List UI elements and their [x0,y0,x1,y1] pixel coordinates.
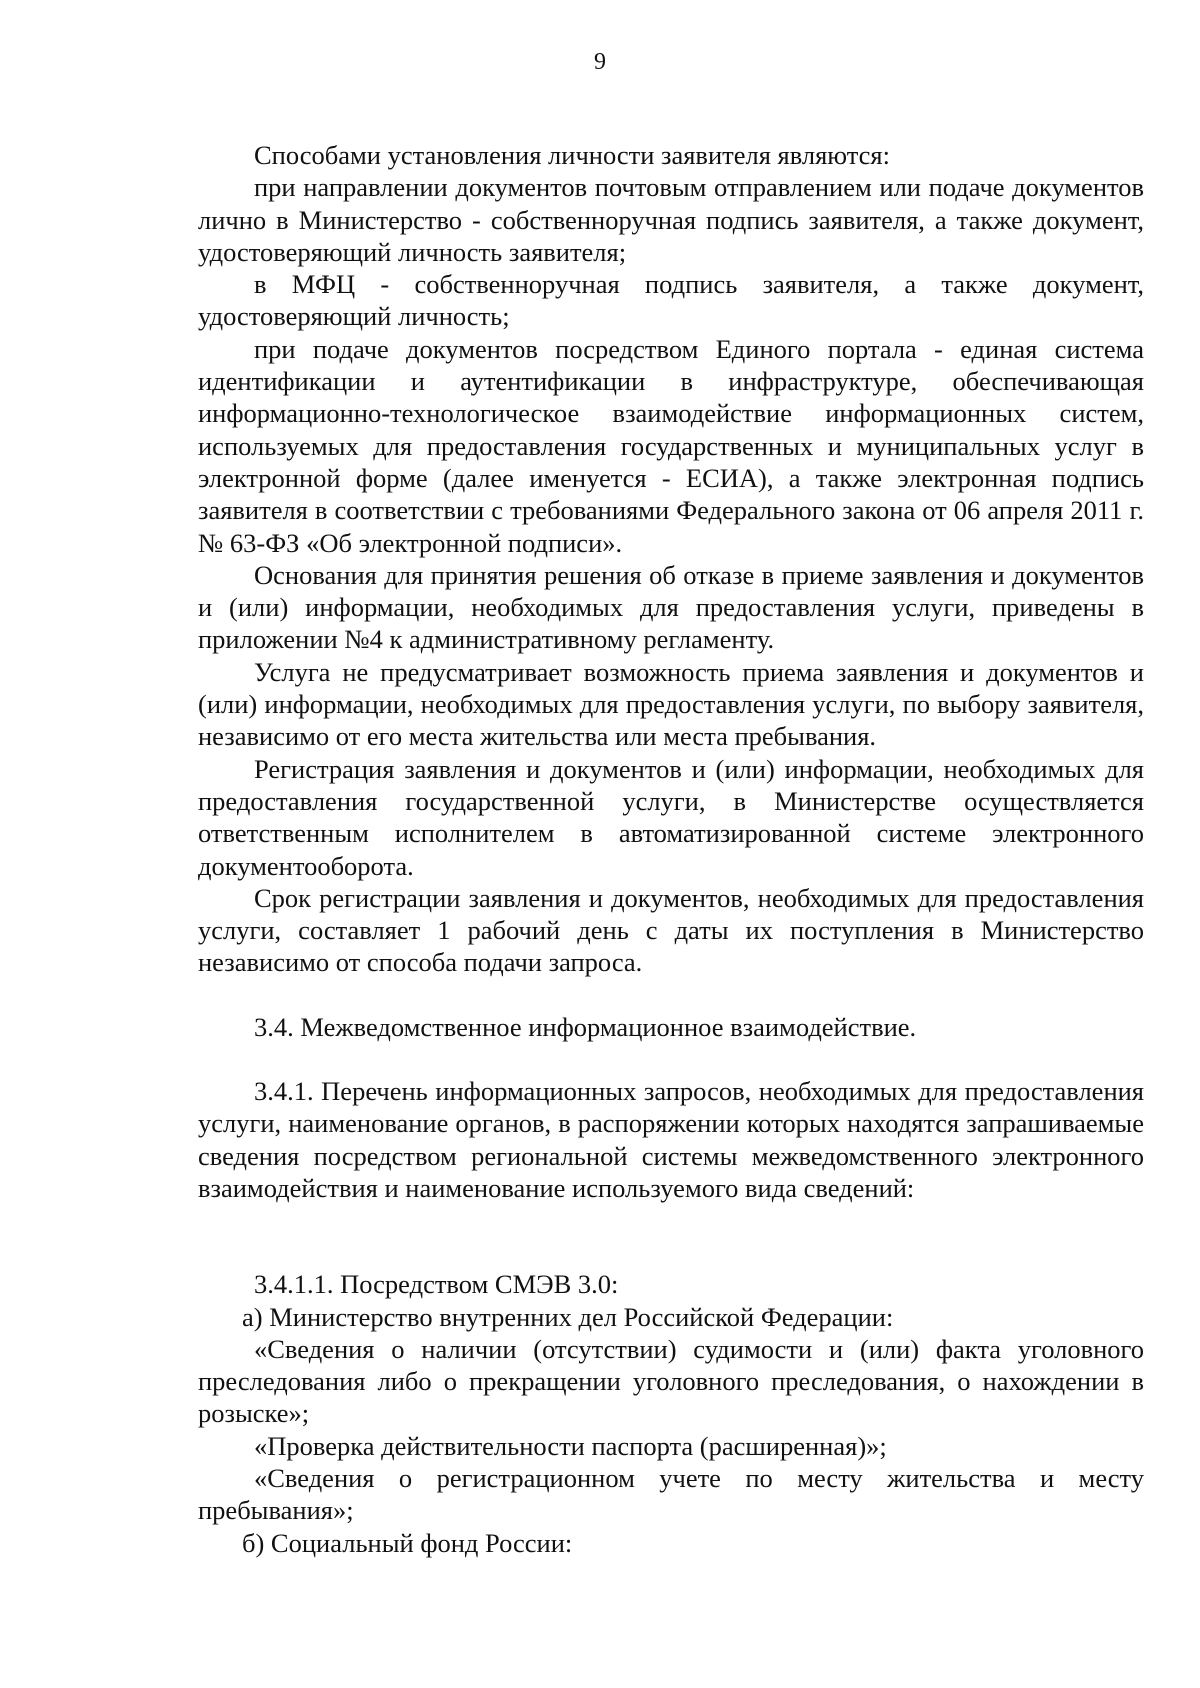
list-item-mvd: а) Министерство внутренних дел Российской Федерации: [242,1301,894,1332]
paragraph-postal-submission: при направлении документов почтовым отправлением или подаче документов лично в Министерство - собственноручная подпись заявителя, а также документ, удостоверяющий личность заявителя; [198,172,1144,267]
list-item-residence-registration: «Сведения о регистрационном учете по месту жительства и месту пребывания»; [198,1462,1144,1526]
paragraph-3-4-1: 3.4.1. Перечень информационных запросов, необходимых для предоставления услуги, наименование органов, в распоряжении которых находятся запрашиваемые сведения посредством региональной системы межведомственного электронного взаимодействия и наименование используемого вида сведений: [198,1076,1144,1203]
list-item-passport-check: «Проверка действительности паспорта (расширенная)»; [254,1430,887,1461]
list-item-criminal-record: «Сведения о наличии (отсутствии) судимости и (или) факта уголовного преследования либо о прекращении уголовного преследования, о нахождении в розыске»; [198,1333,1144,1429]
paragraph-choice-of-location: Услуга не предусматривает возможность приема заявления и документов и (или) информации, необходимых для предоставления услуги, по выбору заявителя, независимо от его места жительства или места пребывания. [198,656,1144,752]
paragraph-refusal-grounds: Основания для принятия решения об отказе в приеме заявления и документов и (или) информации, необходимых для предоставления услуги, приведены в приложении №4 к административному регламенту. [198,559,1144,655]
paragraph-unified-portal: при подаче документов посредством Единого портала - единая система идентификации и аутентификации в инфраструктуре, обеспечивающая информационно-технологическое взаимодействие информационных систем, используемых для предоставления государственных и муниципальных услуг в электронной форме (далее именуется - ЕСИА), а также электронная подпись заявителя в соответствии с требованиями Федерального закона от 06 апреля 2011 г. № 63-ФЗ «Об электронной подписи». [198,333,1144,558]
document-body [198,139,1144,1559]
paragraph-registration: Регистрация заявления и документов и (или) информации, необходимых для предоставления государственной услуги, в Министерстве осуществляется ответственным исполнителем в автоматизированной системе электронного документооборота. [198,753,1144,881]
paragraph-3-4-1-1: 3.4.1.1. Посредством СМЭВ 3.0: [254,1269,619,1300]
paragraph-mfc: в МФЦ - собственноручная подпись заявителя, а также документ, удостоверяющий личность; [198,269,1144,332]
page-number: 9 [594,49,606,75]
section-heading-3-4: 3.4. Межведомственное информационное взаимодействие. [254,1011,917,1042]
list-item-social-fund: б) Социальный фонд России: [242,1527,573,1558]
paragraph-registration-term: Срок регистрации заявления и документов, необходимых для предоставления услуги, составляет 1 рабочий день с даты их поступления в Министерство независимо от способа подачи запроса. [198,882,1144,978]
paragraph-identification-methods: Способами установления личности заявителя являются: [254,140,890,170]
